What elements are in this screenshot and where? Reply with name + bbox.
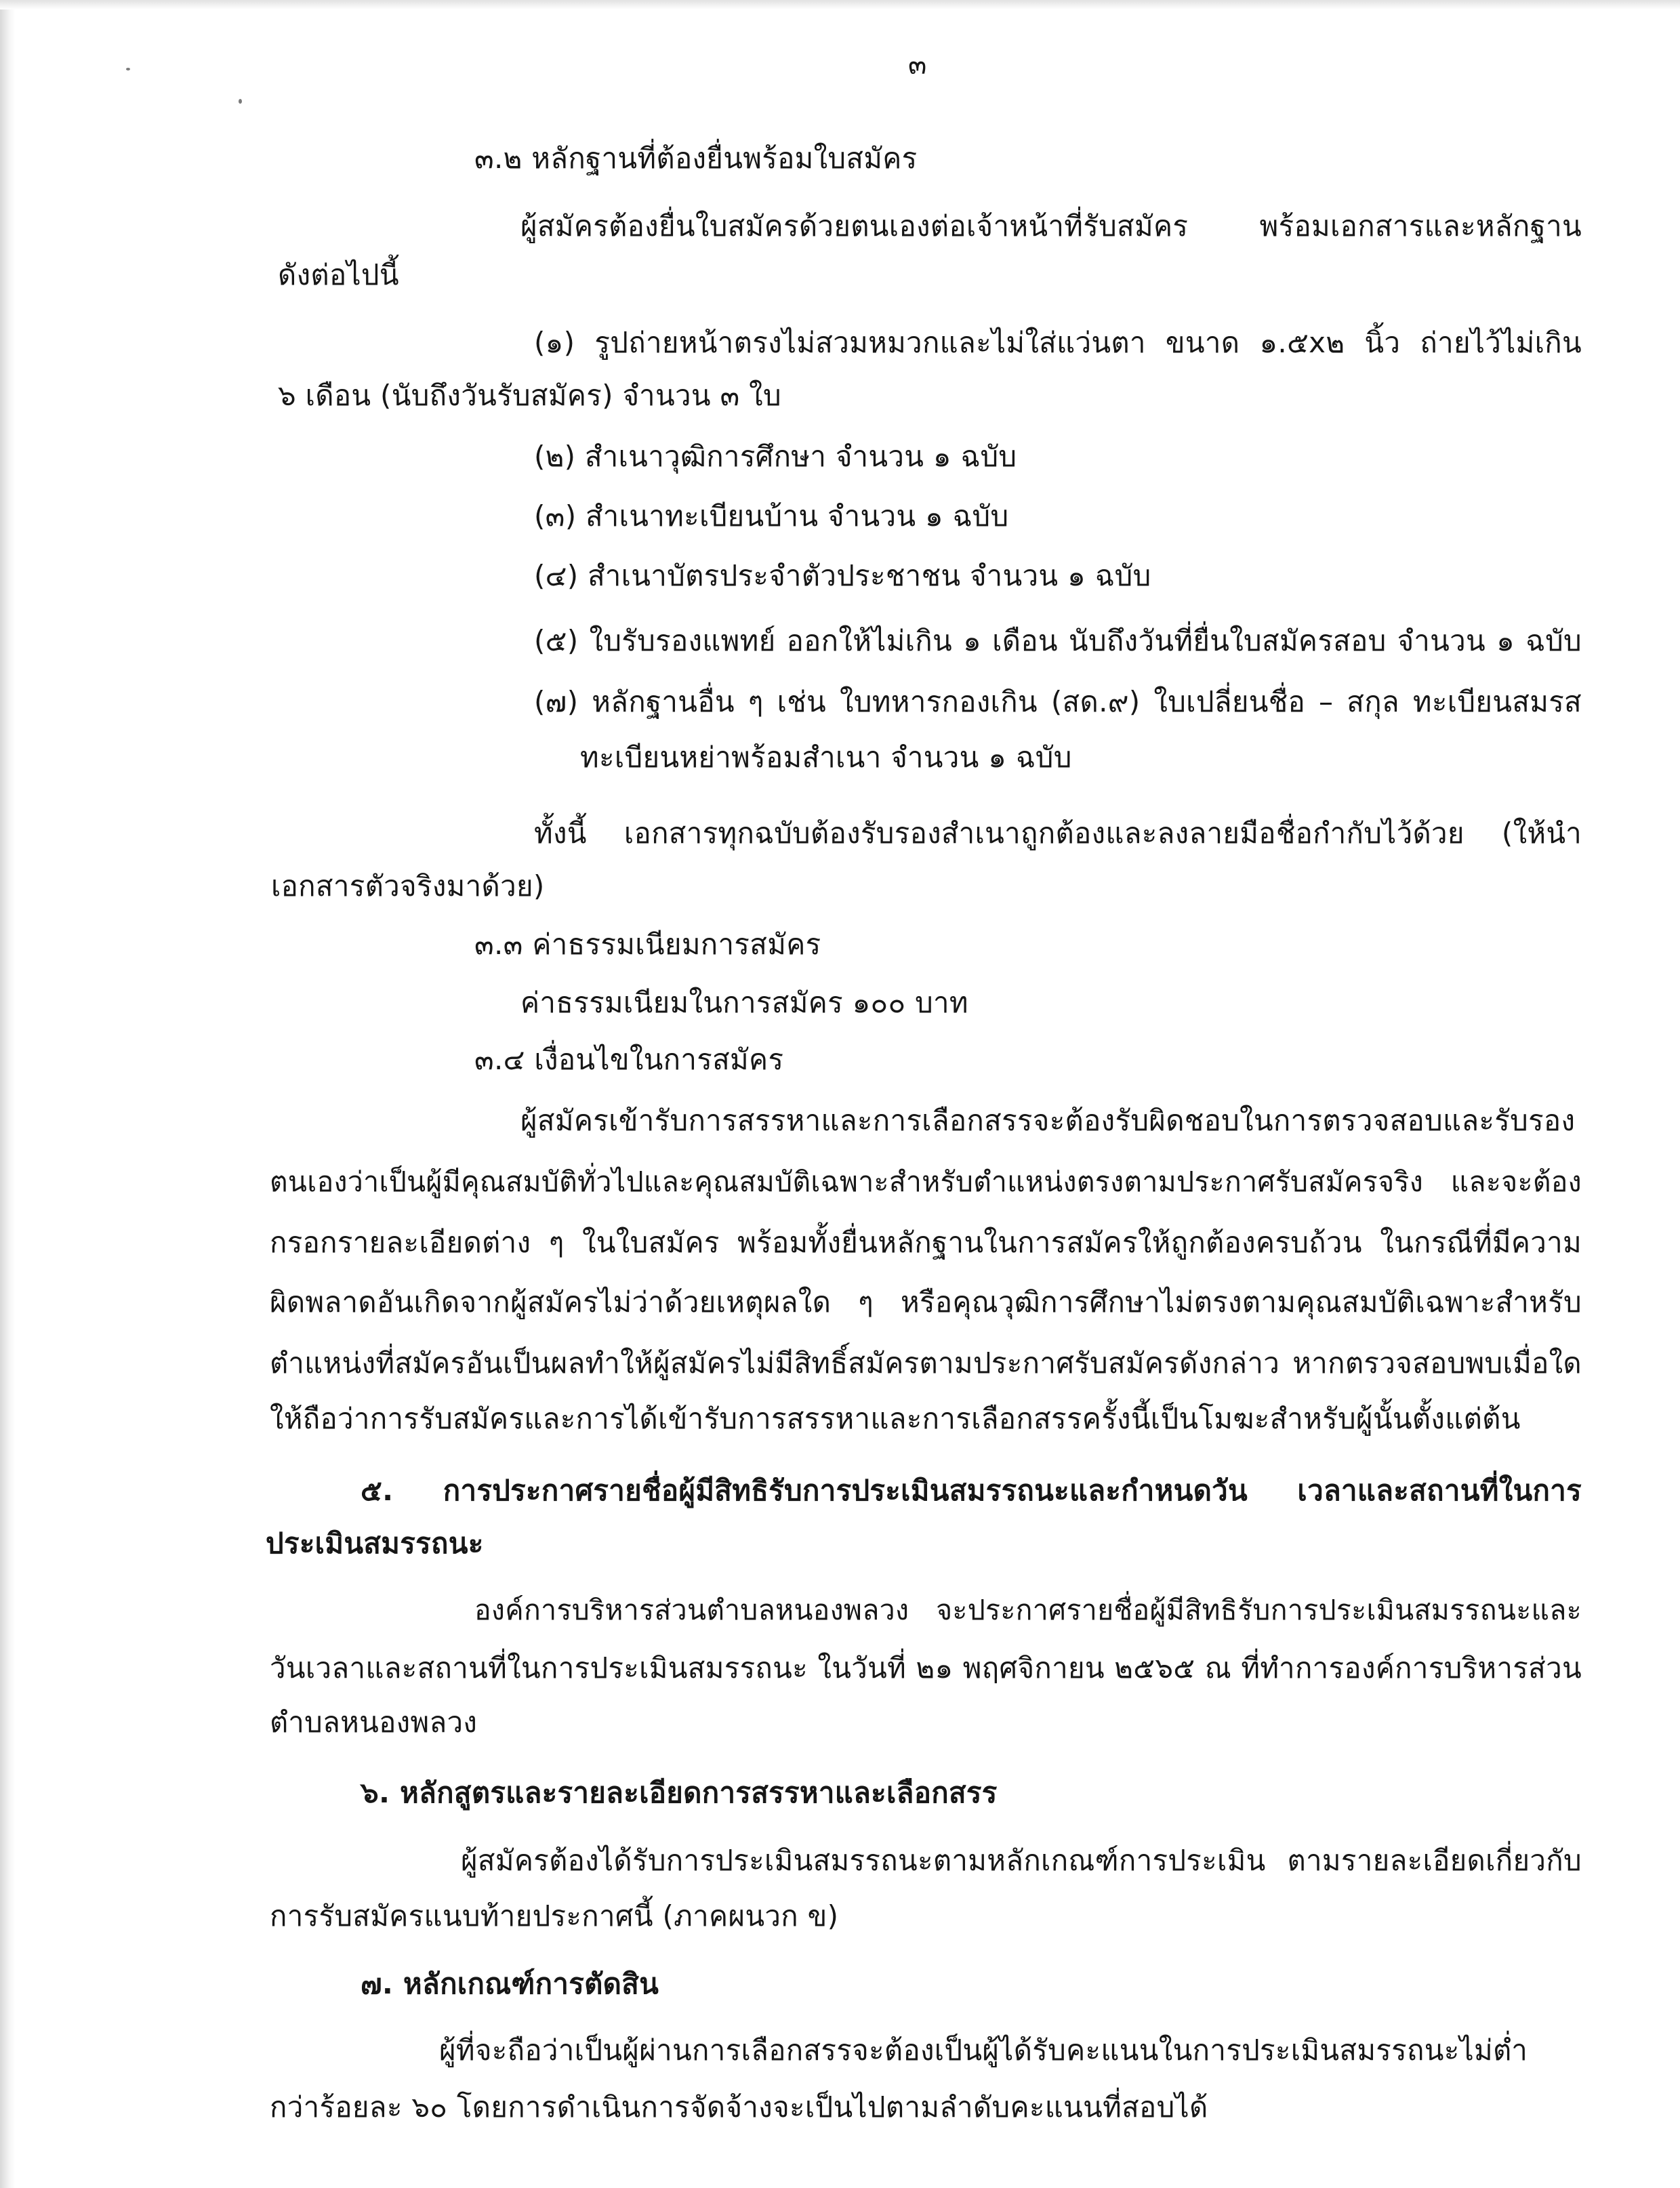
document-item: ทะเบียนหย่าพร้อมสำเนา จำนวน ๑ ฉบับ xyxy=(580,741,1072,774)
section-6-line: การรับสมัครแนบท้ายประกาศนี้ (ภาคผนวก ข) xyxy=(270,1899,839,1933)
scan-speck xyxy=(239,99,242,104)
section-3-3-heading: ๓.๓ ค่าธรรมเนียมการสมัคร xyxy=(474,928,821,961)
section-3-2-intro-line: ผู้สมัครต้องยื่นใบสมัครด้วยตนเองต่อเจ้าหน้าที่รับสมัคร พร้อมเอกสารและหลักฐาน xyxy=(520,209,1582,243)
section-3-4-line: ตำแหน่งที่สมัครอันเป็นผลทำให้ผู้สมัครไม่มีสิทธิ์สมัครตามประกาศรับสมัครดังกล่าว หากตรวจสอบพบเมื่อใด xyxy=(270,1346,1582,1380)
document-item: (๓) สำเนาทะเบียนบ้าน จำนวน ๑ ฉบับ xyxy=(534,499,1009,533)
section-7-line: กว่าร้อยละ ๖๐ โดยการดำเนินการจัดจ้างจะเป็นไปตามลำดับคะแนนที่สอบได้ xyxy=(270,2090,1208,2124)
scan-speck xyxy=(126,68,130,70)
document-item: (๒) สำเนาวุฒิการศึกษา จำนวน ๑ ฉบับ xyxy=(534,440,1017,473)
section-3-2-note-line: ทั้งนี้ เอกสารทุกฉบับต้องรับรองสำเนาถูกต้องและลงลายมือชื่อกำกับไว้ด้วย (ให้นำ xyxy=(534,817,1582,850)
section-3-4-line: กรอกรายละเอียดต่าง ๆ ในใบสมัคร พร้อมทั้งยื่นหลักฐานในการสมัครให้ถูกต้องครบถ้วน ในกรณีที่มีความ xyxy=(270,1226,1582,1259)
section-7-heading: ๗. หลักเกณฑ์การตัดสิน xyxy=(361,1967,659,2000)
page-number: ๓ xyxy=(908,49,927,81)
document-item: (๔) สำเนาบัตรประจำตัวประชาชน จำนวน ๑ ฉบับ xyxy=(534,559,1151,592)
section-3-4-line: ให้ถือว่าการรับสมัครและการได้เข้ารับการสรรหาและการเลือกสรรครั้งนี้เป็นโมฆะสำหรับผู้นั้นตั้งแต่ต้น xyxy=(270,1402,1521,1435)
section-3-4-heading: ๓.๔ เงื่อนไขในการสมัคร xyxy=(474,1043,784,1076)
section-5-heading: ๕. การประกาศรายชื่อผู้มีสิทธิรับการประเมินสมรรถนะและกำหนดวัน เวลาและสถานที่ในการ xyxy=(361,1474,1582,1507)
section-3-4-line: ผิดพลาดอันเกิดจากผู้สมัครไม่ว่าด้วยเหตุผลใด ๆ หรือคุณวุฒิการศึกษาไม่ตรงตามคุณสมบัติเฉพาะสำหรับ xyxy=(270,1285,1582,1319)
document-item: ๖ เดือน (นับถึงวันรับสมัคร) จำนวน ๓ ใบ xyxy=(278,379,781,412)
section-3-2-note-line: เอกสารตัวจริงมาด้วย) xyxy=(271,869,545,903)
scan-shadow-left xyxy=(0,0,15,2188)
section-3-2-intro-line: ดังต่อไปนี้ xyxy=(278,258,399,291)
section-6-line: ผู้สมัครต้องได้รับการประเมินสมรรถนะตามหลักเกณฑ์การประเมิน ตามรายละเอียดเกี่ยวกับ xyxy=(461,1844,1582,1877)
section-6-heading: ๖. หลักสูตรและรายละเอียดการสรรหาและเลือกสรร xyxy=(361,1776,998,1809)
scan-shadow-top xyxy=(0,0,1680,9)
section-3-4-line: ผู้สมัครเข้ารับการสรรหาและการเลือกสรรจะต้องรับผิดชอบในการตรวจสอบและรับรอง xyxy=(520,1104,1576,1137)
section-5-line: ตำบลหนองพลวง xyxy=(270,1706,478,1739)
document-item: (๑) รูปถ่ายหน้าตรงไม่สวมหมวกและไม่ใส่แว่นตา ขนาด ๑.๕x๒ นิ้ว ถ่ายไว้ไม่เกิน xyxy=(534,326,1582,359)
document-item: (๕) ใบรับรองแพทย์ ออกให้ไม่เกิน ๑ เดือน นับถึงวันที่ยื่นใบสมัครสอบ จำนวน ๑ ฉบับ xyxy=(534,624,1582,657)
document-item: (๗) หลักฐานอื่น ๆ เช่น ใบทหารกองเกิน (สด.๙) ใบเปลี่ยนชื่อ – สกุล ทะเบียนสมรส xyxy=(534,685,1582,718)
section-5-heading: ประเมินสมรรถนะ xyxy=(266,1527,484,1560)
section-3-4-line: ตนเองว่าเป็นผู้มีคุณสมบัติทั่วไปและคุณสมบัติเฉพาะสำหรับตำแหน่งตรงตามประกาศรับสมัครจริง และจะต้อง xyxy=(270,1165,1582,1198)
section-3-2-heading: ๓.๒ หลักฐานที่ต้องยื่นพร้อมใบสมัคร xyxy=(474,142,918,175)
section-5-line: วันเวลาและสถานที่ในการประเมินสมรรถนะ ในวันที่ ๒๑ พฤศจิกายน ๒๕๖๕ ณ ที่ทำการองค์การบริหารส่วน xyxy=(270,1651,1582,1685)
section-7-line: ผู้ที่จะถือว่าเป็นผู้ผ่านการเลือกสรรจะต้องเป็นผู้ได้รับคะแนนในการประเมินสมรรถนะไม่ต่ำ xyxy=(439,2034,1528,2067)
section-3-3-body: ค่าธรรมเนียมในการสมัคร ๑๐๐ บาท xyxy=(520,986,968,1019)
section-5-line: องค์การบริหารส่วนตำบลหนองพลวง จะประกาศรายชื่อผู้มีสิทธิรับการประเมินสมรรถนะและ xyxy=(474,1594,1582,1626)
